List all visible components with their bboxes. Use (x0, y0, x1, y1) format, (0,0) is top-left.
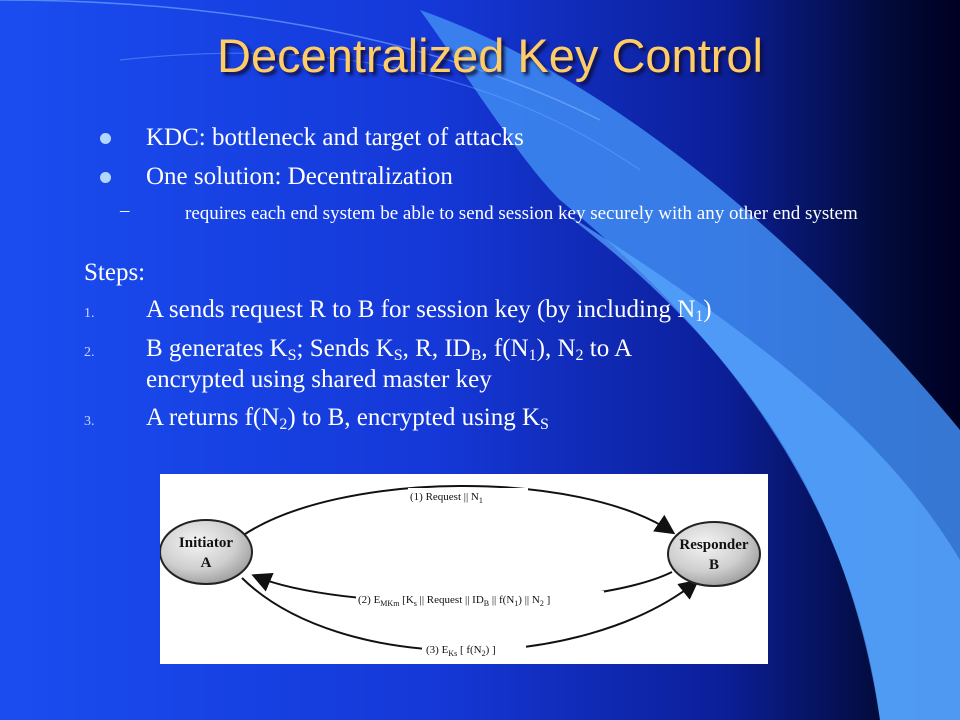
bullet-text: KDC: bottleneck and target of attacks (146, 124, 524, 151)
initiator-node (160, 520, 252, 584)
step-number: 1. (84, 306, 95, 321)
message-2-label: (2) $E_{MKm}$ [$K_s$ || Request || $ID_B$ || $f(N_1)$ || $N_2$ ] (358, 594, 551, 608)
bullet-icon (100, 133, 111, 144)
sub-bullet-text: requires each end system be able to send session key securely with any other end system (185, 203, 858, 224)
message-1-label: (1) Request || $N_1$ (410, 491, 483, 505)
protocol-diagram (160, 474, 768, 664)
step-number: 2. (84, 345, 95, 360)
step-number: 3. (84, 414, 95, 429)
arrow-confirm (242, 578, 696, 651)
step-text: A returns $f(N_2)$ to B, encrypted using $K_S$ (146, 404, 549, 433)
step-text: A sends request R to B for session key (by including $N_1$) (146, 296, 712, 325)
sub-bullet-dash: – (120, 200, 130, 221)
svg-text:B: B (708, 557, 720, 573)
bullet-icon (100, 172, 111, 183)
message-3-label: (3) $E_{Ks}$ [ $f(N_2)$ ] (426, 644, 496, 658)
svg-text:Responder: Responder (679, 537, 749, 553)
bullet-text: One solution: Decentralization (146, 163, 453, 190)
responder-node (668, 522, 760, 586)
svg-text:A: A (200, 555, 212, 571)
steps-label: Steps: (84, 259, 146, 286)
slide-title: Decentralized Key Control (217, 29, 763, 82)
step-text: B generates $K_S$; Sends $K_S$, R, $ID_B$, $f(N_1)$, $N_2$ to A (146, 335, 633, 364)
svg-text:Initiator: Initiator (178, 535, 234, 551)
step-text-continued: encrypted using shared master key (146, 366, 492, 393)
